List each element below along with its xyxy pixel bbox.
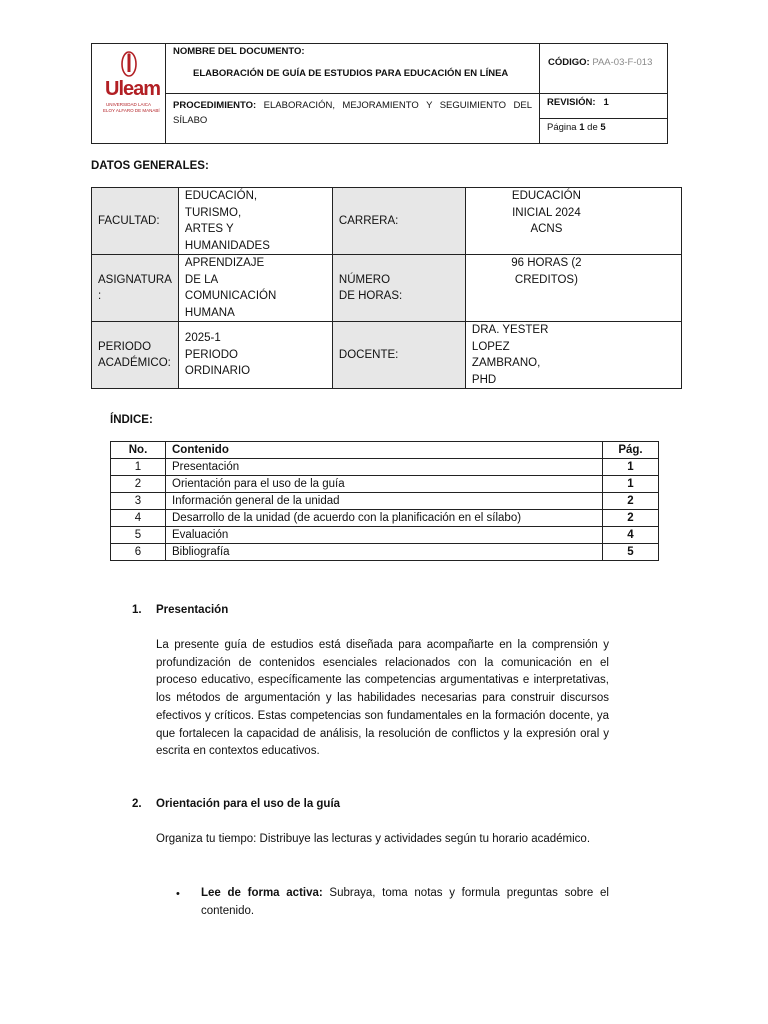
cell-text: APRENDIZAJE DE LA COMUNICACIÓN HUMANA [184,257,277,319]
document-name-cell [166,44,539,94]
label-hours [332,255,465,322]
row-no: 1 [111,459,166,476]
row-content: Presentación [166,459,603,476]
bullet-text: Subraya, toma notas y formula preguntas sobre el contenido. [201,887,609,917]
value-hours [465,255,681,322]
row-no: 4 [111,510,166,527]
row-content: Información general de la unidad [166,493,603,510]
row-page: 5 [603,544,659,561]
general-data-table [91,187,682,389]
bullet-glyph: • [176,888,180,900]
row-content: Evaluación [166,527,603,544]
header-right [540,44,668,143]
index-row [111,527,659,544]
bullet-bold: Lee de forma activa: [201,887,323,899]
procedure-label: PROCEDIMIENTO: [173,100,257,111]
label-teacher [332,322,465,389]
code-cell [540,44,668,94]
logo-subtitle-2: ELOY ALFARO DE MANABÍ [103,108,160,113]
general-row [92,255,682,322]
value-subject [178,255,332,322]
cell-text: 96 HORAS (2 CREDITOS) [511,257,582,286]
section-1-number: 1. [132,604,142,616]
page-cell [540,119,668,136]
index-header-row [111,442,659,459]
cell-text: 2025-1 PERIODO ORDINARIO [184,332,251,378]
header-content: Contenido [166,442,603,459]
bullet-item [201,885,609,920]
index-title: ÍNDICE: [110,414,153,426]
index-row [111,510,659,527]
cell-text: DRA. YESTER LOPEZ ZAMBRANO, PHD [471,324,549,386]
label-period [92,322,179,389]
row-no: 3 [111,493,166,510]
logo-cell [92,44,166,143]
header-no: No. [111,442,166,459]
cell-text: CARRERA: [338,214,399,227]
index-row [111,459,659,476]
procedure-value: ELABORACIÓN, MEJORAMIENTO Y SEGUIMIENTO DEL SÍLABO [173,100,532,126]
cell-text: EDUCACIÓN, TURISMO, ARTES Y HUMANIDADES [184,190,270,252]
row-page: 2 [603,493,659,510]
section-1-title: Presentación [156,604,229,616]
header-middle [166,44,540,143]
row-content: Desarrollo de la unidad (de acuerdo con la planificación en el sílabo) [166,510,603,527]
cell-text: FACULTAD: [98,214,160,227]
index-row [111,493,659,510]
cell-text: PERIODO ACADÉMICO: [98,340,171,369]
section-2-number: 2. [132,798,142,810]
index-row [111,544,659,561]
revision-cell [540,94,668,119]
document-header [91,43,668,144]
general-row [92,188,682,255]
value-career [465,188,681,255]
cell-text: NÚMERO DE HORAS: [338,273,403,302]
row-no: 2 [111,476,166,493]
row-page: 2 [603,510,659,527]
section-2-text: Organiza tu tiempo: Distribuye las lecturas y actividades según tu horario académico. [156,833,591,845]
row-no: 6 [111,544,166,561]
document-name-label: NOMBRE DEL DOCUMENTO: [173,46,305,57]
row-content: Bibliografía [166,544,603,561]
section-1-text: La presente guía de estudios está diseñada para acompañarte en la comprensión y profundización de contenidos esenciales relacionados con la comunicación en el proceso educativo, específicamente las competencias argumentativas e interpretativas, los métodos de argumentación y las habilidades necesarias para construir discursos efectivos y críticos. Estas competencias son fundamentales en la formación docente, ya que fortalecen la capacidad de análisis, la resolución de conflictos y la expresión oral y escrita en contextos educativos. [156,639,609,758]
document-name-value: ELABORACIÓN DE GUÍA DE ESTUDIOS PARA EDUCACIÓN EN LÍNEA [193,68,509,79]
general-row [92,322,682,389]
row-no: 5 [111,527,166,544]
row-content: Orientación para el uso de la guía [166,476,603,493]
label-career [332,188,465,255]
procedure-cell [166,94,539,132]
index-table [110,441,659,561]
value-teacher [465,322,681,389]
cell-text: ASIGNATURA : [98,273,172,302]
row-page: 1 [603,476,659,493]
index-row [111,476,659,493]
row-page: 4 [603,527,659,544]
logo-name: Uleam [105,78,161,100]
page-word: Página [547,122,577,133]
code-label: CÓDIGO: [548,57,590,68]
label-subject [92,255,179,322]
page-total: 5 [600,122,606,133]
page-of: de [587,122,598,133]
row-page: 1 [603,459,659,476]
value-period [178,322,332,389]
cell-text: DOCENTE: [338,348,399,361]
cell-text: EDUCACIÓN INICIAL 2024 ACNS [511,190,581,235]
header-page: Pág. [603,442,659,459]
page-current: 1 [579,122,585,133]
label-faculty [92,188,179,255]
revision-label: REVISIÓN: [547,97,596,108]
code-value: PAA-03-F-013 [592,57,653,68]
university-seal-icon [120,50,138,78]
value-faculty [178,188,332,255]
general-data-title: DATOS GENERALES: [91,160,209,172]
logo-subtitle-1: UNIVERSIDAD LAICA [106,102,152,107]
revision-value: 1 [603,97,609,108]
section-2-title: Orientación para el uso de la guía [156,798,341,810]
